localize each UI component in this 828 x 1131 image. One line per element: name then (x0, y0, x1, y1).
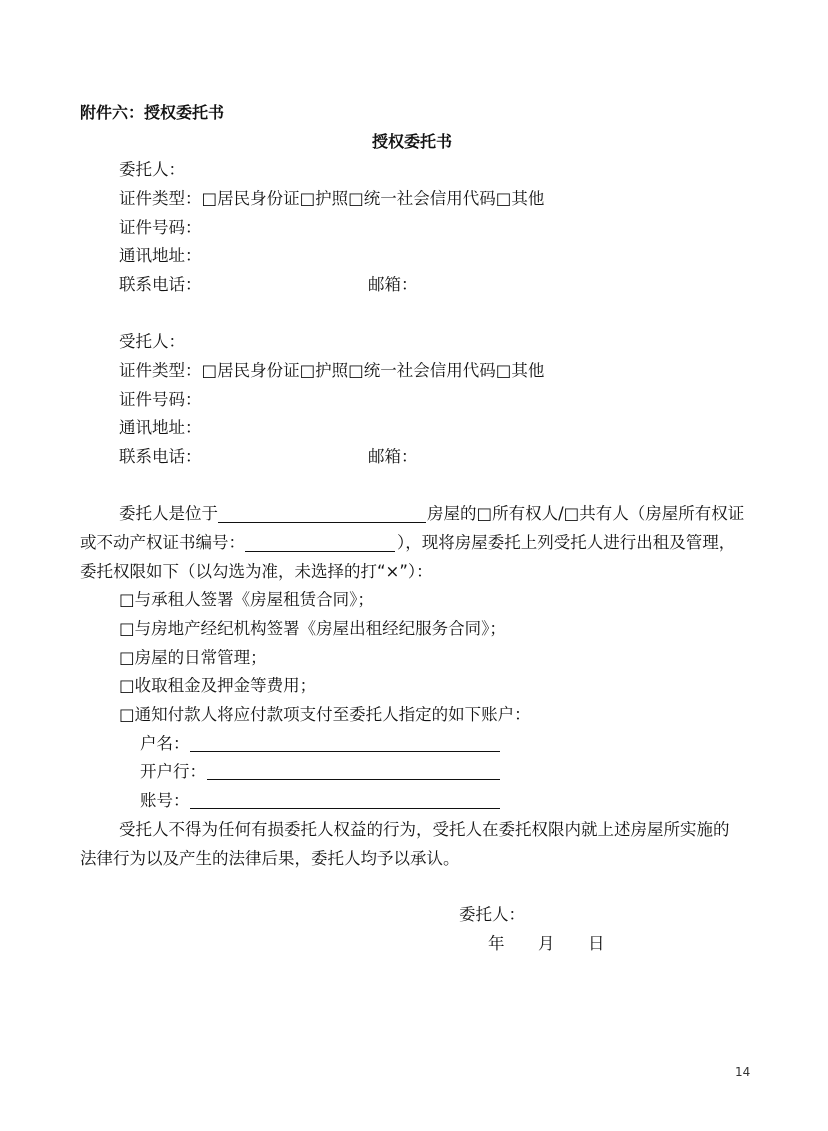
paragraph1-line2-end: ），现将房屋委托上列受托人进行出租及管理， (397, 533, 736, 552)
signature-year: 年 (488, 934, 505, 953)
option-daily-management[interactable]: □房屋的日常管理； (119, 648, 267, 667)
agent-label: 受托人： (119, 332, 185, 351)
paragraph2-line2: 法律行为以及产生的法律后果，委托人均予以承认。 (80, 849, 460, 868)
option-collect-rent[interactable]: □收取租金及押金等费用； (119, 676, 317, 695)
signature-month: 月 (538, 934, 555, 953)
account-name-blank[interactable] (190, 736, 500, 752)
account-number-label: 账号： (140, 791, 190, 810)
signature-label: 委托人： (459, 905, 525, 924)
principal-phone: 联系电话： (119, 275, 202, 294)
principal-email: 邮箱： (368, 275, 418, 294)
principal-label: 委托人： (119, 160, 185, 179)
paragraph1-line2-start: 或不动产权证书编号： (80, 533, 245, 552)
paragraph1-line1-start: 委托人是位于 (119, 504, 218, 523)
property-address-blank[interactable] (218, 506, 426, 523)
attachment-label: 附件六：授权委托书 (80, 103, 225, 122)
account-bank-label: 开户行： (140, 762, 206, 781)
option-sign-brokerage[interactable]: □与房地产经纪机构签署《房屋出租经纪服务合同》； (119, 619, 506, 638)
agent-id-number: 证件号码： (119, 390, 202, 409)
page-number: 14 (735, 1065, 751, 1079)
signature-day: 日 (588, 934, 605, 953)
principal-address: 通讯地址： (119, 246, 202, 265)
certificate-number-blank[interactable] (245, 535, 395, 552)
option-sign-lease[interactable]: □与承租人签署《房屋租赁合同》； (119, 590, 374, 609)
agent-id-type: 证件类型：□居民身份证□护照□统一社会信用代码□其他 (119, 361, 545, 380)
paragraph2-line1: 受托人不得为任何有损委托人权益的行为，受托人在委托权限内就上述房屋所实施的 (119, 820, 730, 839)
document-title: 授权委托书 (372, 132, 453, 151)
agent-email: 邮箱： (368, 447, 418, 466)
paragraph1-line1-end: 房屋的□所有权人/□共有人（房屋所有权证 (427, 504, 745, 523)
paragraph1-line3: 委托权限如下（以勾选为准，未选择的打“×”）： (80, 562, 433, 581)
account-bank-blank[interactable] (207, 764, 500, 780)
option-payment-account[interactable]: □通知付款人将应付款项支付至委托人指定的如下账户： (119, 705, 531, 724)
principal-id-number: 证件号码： (119, 218, 202, 237)
principal-id-type: 证件类型：□居民身份证□护照□统一社会信用代码□其他 (119, 189, 545, 208)
agent-phone: 联系电话： (119, 447, 202, 466)
account-number-blank[interactable] (190, 793, 500, 809)
account-name-label: 户名： (140, 734, 190, 753)
agent-address: 通讯地址： (119, 418, 202, 437)
